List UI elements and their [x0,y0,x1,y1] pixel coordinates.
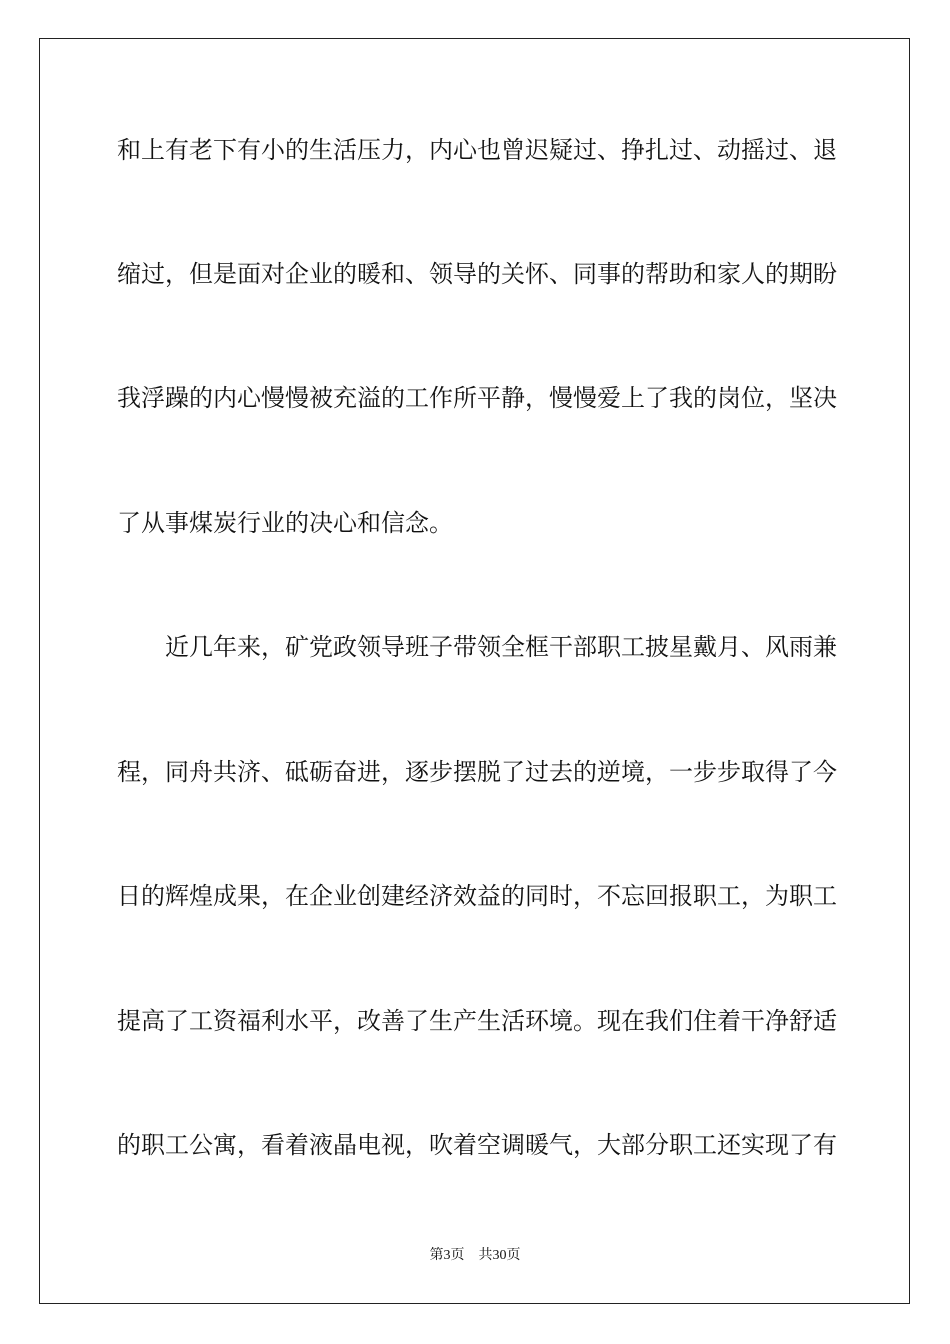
paragraph-2-line-4: 提高了工资福利水平，改善了生产生活环境。现在我们住着干净舒适 [117,1007,837,1035]
paragraph-2-line-3: 日的辉煌成果，在企业创建经济效益的同时，不忘回报职工，为职工 [117,882,837,910]
page-footer [0,1247,950,1265]
page-number: 第3页 [429,1248,465,1263]
page-total: 共30页 [478,1248,521,1263]
paragraph-1-line-4: 了从事煤炭行业的决心和信念。 [117,509,453,537]
paragraph-2-line-2: 程，同舟共济、砥砺奋进，逐步摆脱了过去的逆境，一步步取得了今 [117,758,837,786]
paragraph-2-line-1: 近几年来，矿党政领导班子带领全框干部职工披星戴月、风雨兼 [165,633,837,661]
paragraph-1-line-2: 缩过，但是面对企业的暖和、领导的关怀、同事的帮助和家人的期盼 [117,260,837,288]
page-border [39,38,910,1304]
paragraph-1-line-3: 我浮躁的内心慢慢被充溢的工作所平静，慢慢爱上了我的岗位，坚决 [117,384,837,412]
paragraph-2-line-5: 的职工公寓，看着液晶电视，吹着空调暖气，大部分职工还实现了有 [117,1131,837,1159]
paragraph-1-line-1: 和上有老下有小的生活压力，内心也曾迟疑过、挣扎过、动摇过、退 [117,136,837,164]
